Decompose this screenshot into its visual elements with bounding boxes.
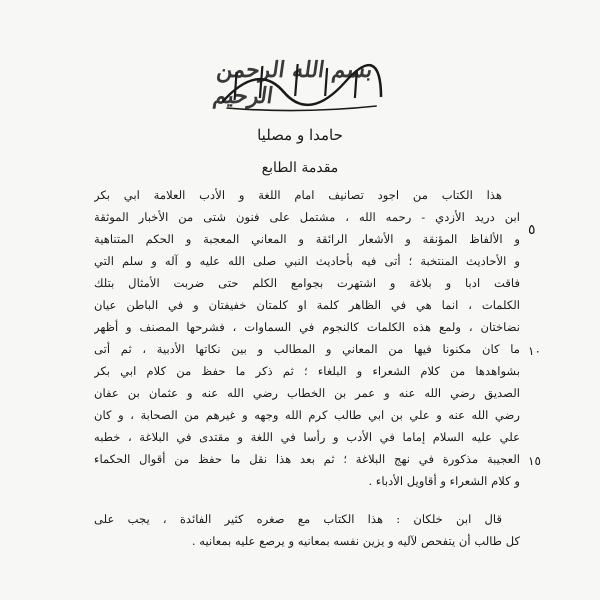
paragraph-line: و الأحاديث المنتخبة ؛ أتى فيه بأحاديث النبي صلى الله عليه و آله و سلم التي [94, 254, 520, 268]
paragraph-line: و كلام الشعراء و أقاويل الأدباء . [368, 474, 520, 488]
paragraph-line: قال ابن خلكان : هذا الكتاب مع صغره كثير الفائدة ، يجب على [94, 512, 502, 526]
paragraph-line: و الألفاظ المؤنقة و الأشعار الرائقة و المعاني المعجبة و الحكم المتناهية [94, 232, 520, 246]
paragraph-line: بشواهدها من كلام الشعراء و البلغاء ؛ ثم ذكر ما حفظ من كلام ابي بكر [94, 364, 520, 378]
paragraph-line: العجيبة مذكورة في نهج البلاغة ؛ ثم بعد هذا نقل ما حفظ من أقوال الحكماء [94, 452, 520, 466]
section-title: مقدمة الطابع [261, 160, 339, 176]
basmala-calligraphy [211, 52, 395, 114]
margin-line-number: ٥ [528, 222, 536, 238]
paragraph-line: ما كان مكنونا فيها من المعاني و المطالب و بين نكاتها الأدبية ، ثم أتى [94, 342, 520, 356]
paragraph-line: ابن دريد الأزدي - رحمه الله ، مشتمل على فنون شتى من الأخبار الموثقة [94, 210, 520, 224]
paragraph-line: الصديق رضي الله عنه و عمر بن الخطاب رضي الله عنه و عثمان بن عفان [94, 386, 520, 400]
quote-paragraph [94, 508, 520, 552]
paragraph-line: هذا الكتاب من اجود تصانيف امام اللغة و الأدب العلامة ابي بكر [94, 188, 502, 202]
margin-line-number: ١٠ [528, 344, 541, 358]
paragraph-line: رضي الله عنه و علي بن ابي طالب كرم الله وجهه و غيرهم من الصحابة ، و كان [94, 408, 520, 422]
intro-paragraph [94, 184, 520, 492]
margin-line-number: ١٥ [528, 454, 541, 468]
paragraph-line: كل طالب أن يتفحص لآليه و يزين نفسه بمعانيه و يرصع عليه بمعانيه . [191, 534, 520, 548]
basmala-text: بسم الله الرحمن الرحيم [211, 57, 375, 109]
paragraph-line: فاقت ادبا و بلاغة و اشتهرت بجوامع الكلم حتى ضربت الأمثال بتلك [94, 276, 520, 290]
paragraph-line: الكلمات ، انما هي في الظاهر كلمة او كلمتان خفيفتان و في الباطن عيان [94, 298, 520, 312]
paragraph-line: علي عليه السلام إماما في الأدب و رأسا في اللغة و مقتدى في البلاغة ، خطبه [94, 430, 520, 444]
paragraph-line: نضاختان ، ولمع هذه الكلمات كالنجوم في السماوات ، فشرحها المصنف و أظهر [94, 320, 520, 334]
subtitle: حامدا و مصليا [257, 126, 343, 144]
